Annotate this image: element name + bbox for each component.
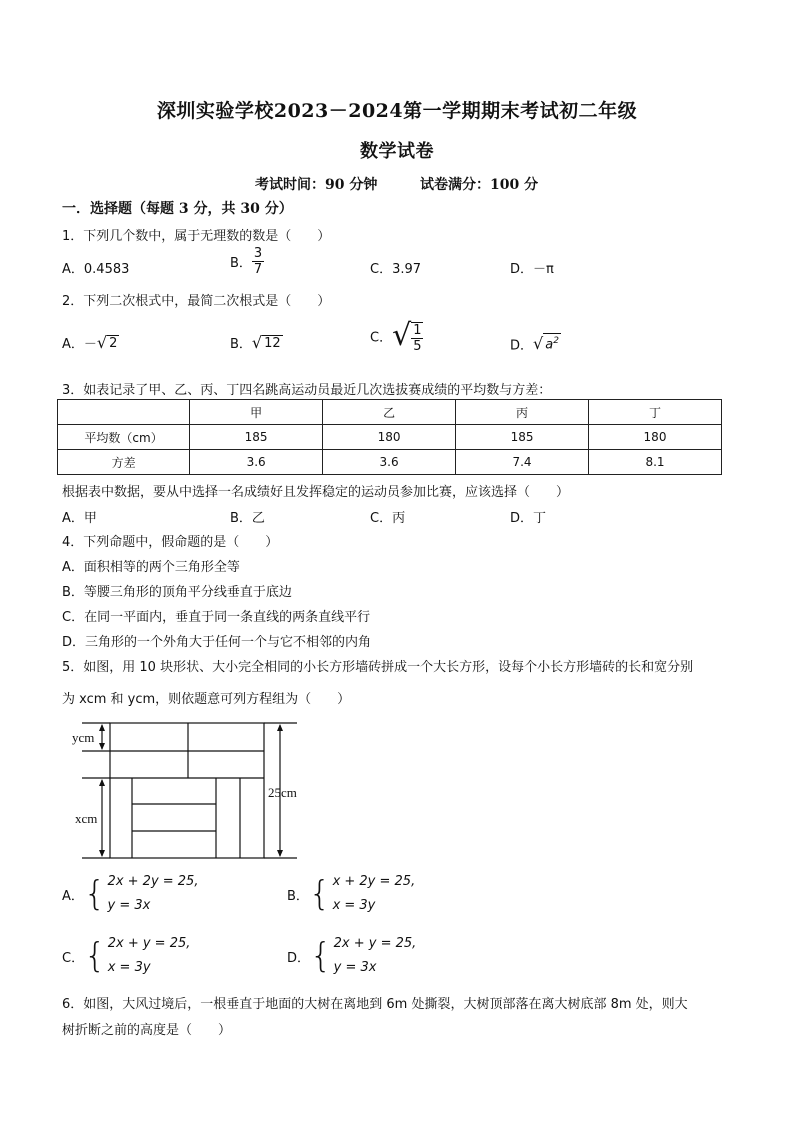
table-cell: 185	[190, 425, 323, 450]
q5-option-b	[287, 870, 415, 918]
q3-stem: 3．如表记录了甲、乙、丙、丁四名跳高运动员最近几次选拔赛成绩的平均数与方差：	[62, 383, 552, 398]
table-cell: 丙	[456, 400, 589, 425]
table-row	[58, 450, 722, 475]
q5-b-eq2: x = 3y	[332, 898, 376, 913]
q1-option-c: C．3.97	[370, 262, 422, 277]
q1-option-a: A．0.4583	[62, 262, 130, 277]
q2-radical-c-fraction	[411, 322, 423, 354]
brick-wall-figure	[72, 715, 312, 865]
q5-stem-line2: 为 xcm 和 ycm，则依题意可列方程组为（ ）	[62, 692, 351, 707]
score-table	[57, 399, 722, 475]
q2-radical-d-exp: 2	[553, 336, 559, 346]
label-height: 25cm	[268, 785, 297, 800]
q2-option-a-label: A．－	[62, 337, 97, 352]
q4-option-d: D．三角形的一个外角大于任何一个与它不相邻的内角	[62, 635, 372, 650]
sqrt-icon: √	[392, 318, 412, 353]
table-cell: 7.4	[456, 450, 589, 475]
brace-icon: {	[308, 874, 331, 914]
q2-radical-b	[252, 335, 283, 351]
q1-fraction-den: 7	[253, 262, 263, 277]
full-score: 试卷满分：100 分	[420, 177, 539, 193]
q2-radical-b-body: 12	[264, 336, 281, 351]
table-cell: 平均数（cm）	[58, 425, 190, 450]
q5-option-d	[287, 932, 416, 980]
table-cell: 185	[456, 425, 589, 450]
table-cell: 8.1	[589, 450, 722, 475]
sqrt-icon: √	[533, 334, 544, 354]
q2-option-b	[230, 333, 283, 352]
q2-option-a	[62, 333, 119, 352]
q2-option-b-label: B．	[230, 337, 252, 352]
table-cell: 乙	[323, 400, 456, 425]
q1-option-b-label: B．	[230, 256, 252, 271]
q1-option-d: D．－π	[510, 262, 554, 277]
label-x: xcm	[75, 811, 98, 826]
q2-radical-d-base: a	[545, 337, 554, 353]
q3-option-a: A．甲	[62, 511, 97, 526]
q4-option-a: A．面积相等的两个三角形全等	[62, 560, 240, 575]
q5-stem-line1: 5．如图，用 10 块形状、大小完全相同的小长方形墙砖拼成一个大长方形，设每个小长方形墙砖的长和宽分别	[62, 660, 694, 675]
q5-b-eq1: x + 2y = 25,	[332, 874, 416, 889]
q5-option-d-label: D．	[287, 950, 311, 966]
q1-fraction	[252, 246, 264, 277]
q5-a-eq2: y = 3x	[107, 898, 151, 913]
table-cell: 丁	[589, 400, 722, 425]
q3-option-c: C．丙	[370, 511, 406, 526]
exam-subtitle: 数学试卷	[360, 141, 434, 162]
q5-option-c	[62, 932, 190, 980]
table-cell: 甲	[190, 400, 323, 425]
q2-option-d	[510, 333, 561, 353]
q2-radical-a	[97, 335, 119, 351]
q5-a-eq1: 2x + 2y = 25,	[107, 874, 199, 889]
table-cell: 180	[589, 425, 722, 450]
q3-option-b: B．乙	[230, 511, 265, 526]
brace-icon: {	[310, 936, 332, 976]
table-cell: 3.6	[190, 450, 323, 475]
exam-title: 深圳实验学校2023－2024第一学期期末考试初二年级	[156, 100, 638, 122]
table-cell: 方差	[58, 450, 190, 475]
q2-radical-d	[533, 333, 561, 352]
q4-stem: 4．下列命题中，假命题的是（ ）	[62, 535, 279, 550]
table-row	[58, 425, 722, 450]
q5-c-eq1: 2x + y = 25,	[107, 936, 191, 951]
table-cell	[58, 400, 190, 425]
brace-icon: {	[83, 874, 106, 914]
q2-radical-a-body: 2	[109, 336, 118, 351]
q2-option-c	[370, 318, 423, 354]
q5-option-a-label: A．	[62, 888, 84, 904]
q5-option-b-label: B．	[287, 888, 309, 904]
big-rectangle	[110, 723, 264, 858]
q5-option-a	[62, 870, 198, 918]
q3-option-d: D．丁	[510, 511, 547, 526]
q2-stem: 2．下列二次根式中，最简二次根式是（ ）	[62, 294, 331, 309]
q1-stem: 1．下列几个数中，属于无理数的数是（ ）	[62, 229, 331, 244]
q5-c-eq2: x = 3y	[107, 960, 151, 975]
sqrt-icon: √	[251, 333, 263, 352]
q2-radical-c-den: 5	[413, 339, 422, 354]
section-heading: 一．选择题（每题 3 分，共 30 分）	[62, 201, 293, 217]
table-header-row	[58, 400, 722, 425]
table-cell: 180	[323, 425, 456, 450]
q5-option-c-label: C．	[62, 950, 85, 966]
exam-time: 考试时间：90 分钟	[255, 177, 378, 193]
q6-stem-line1: 6．如图，大风过境后，一根垂直于地面的大树在离地到 6m 处撕裂，大树顶部落在离大树底部 8m 处，则大	[62, 997, 688, 1012]
q1-fraction-num: 3	[253, 246, 263, 261]
q3-question: 根据表中数据，要从中选择一名成绩好且发挥稳定的运动员参加比赛，应该选择（ ）	[62, 485, 570, 500]
label-y: ycm	[72, 730, 95, 745]
q4-option-c: C．在同一平面内，垂直于同一条直线的两条直线平行	[62, 610, 371, 625]
table-cell: 3.6	[323, 450, 456, 475]
q2-radical-c	[392, 318, 423, 354]
q5-d-eq2: y = 3x	[333, 960, 377, 975]
q2-option-c-label: C．	[370, 330, 393, 346]
q1-option-b	[230, 246, 264, 277]
q5-d-eq1: 2x + y = 25,	[333, 936, 417, 951]
q4-option-b: B．等腰三角形的顶角平分线垂直于底边	[62, 585, 292, 600]
q2-option-d-label: D．	[510, 338, 534, 354]
brace-icon: {	[84, 936, 106, 976]
q6-stem-line2: 树折断之前的高度是（ ）	[62, 1023, 232, 1038]
q2-radical-c-num: 1	[413, 323, 422, 338]
sqrt-icon: √	[96, 333, 108, 352]
